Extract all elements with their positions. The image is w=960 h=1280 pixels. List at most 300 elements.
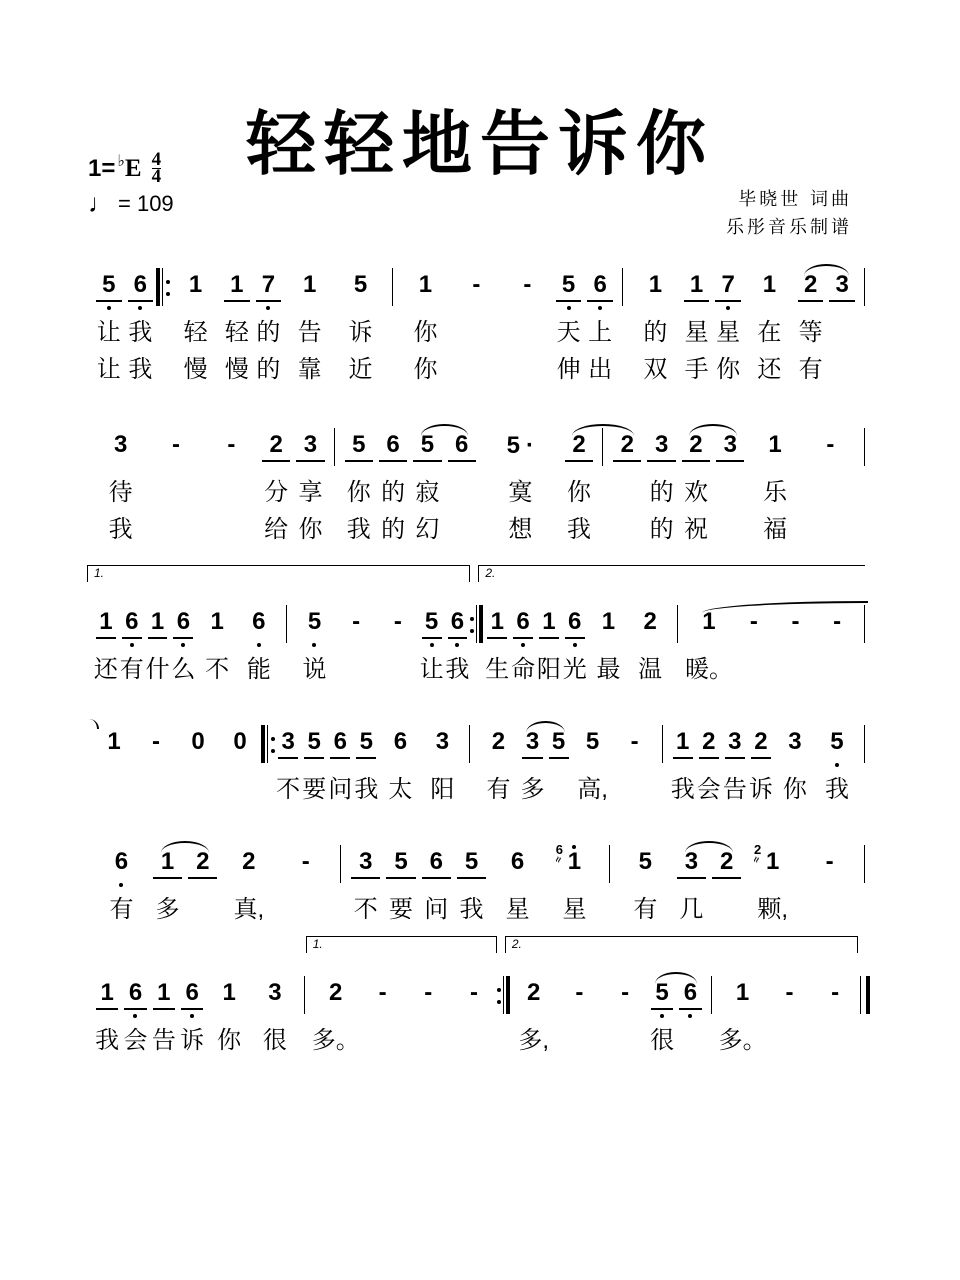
beam-line [181, 1008, 203, 1010]
low-dot-row [383, 883, 418, 891]
beam-line [256, 300, 282, 302]
note-digit: 1 [676, 728, 690, 755]
low-dot-row [445, 643, 471, 651]
low-dot-row [602, 1014, 648, 1022]
dash-symbol: - [301, 848, 310, 875]
lyric-syllable: 问 [328, 776, 353, 803]
note-top [383, 827, 418, 849]
note-top [451, 250, 502, 272]
note-digit: 5 [359, 728, 374, 755]
final-barline [858, 958, 872, 1108]
quarter-note-icon: ♩ [88, 188, 114, 218]
low-dot-row [767, 1014, 813, 1022]
note-top [510, 587, 536, 609]
note-digit-row [812, 980, 858, 1006]
lyric-syllable: 我 [459, 896, 484, 923]
note-top [536, 587, 562, 609]
underline-beam [379, 755, 421, 763]
beam-line [351, 877, 380, 879]
beam-line [448, 637, 468, 639]
beam-line [712, 877, 741, 879]
note [293, 410, 327, 560]
note-digit: 6 [455, 431, 469, 458]
note-digit-row [644, 432, 678, 458]
beam-line [677, 877, 706, 879]
low-dot-row [546, 763, 572, 771]
low-octave-dot [598, 306, 602, 310]
low-dot-row [826, 306, 858, 314]
underline-beam [145, 635, 171, 643]
underline-beam [360, 1006, 406, 1014]
low-octave-dot [138, 306, 142, 310]
note-top [617, 827, 674, 849]
note-top [150, 958, 178, 980]
low-dot-row [713, 466, 747, 474]
tempo-marking [88, 188, 174, 219]
note-digit-row [342, 432, 376, 458]
low-dot-row [170, 306, 221, 314]
low-dot-row [803, 466, 858, 474]
underline-beam [419, 635, 445, 643]
underline-beam [489, 875, 546, 883]
low-dot-row [610, 466, 644, 474]
beam-line [651, 1008, 673, 1010]
beam-line [679, 1008, 701, 1010]
lyric-syllable: 寞 [508, 479, 533, 506]
note-digit-row [327, 729, 353, 755]
dash-symbol: - [152, 728, 161, 755]
lyric-syllable: 你 [298, 516, 323, 543]
note-digit-row [419, 849, 454, 875]
duration-dash [451, 250, 502, 400]
underline-beam [816, 635, 858, 643]
note [400, 250, 451, 400]
underline-beam [185, 875, 220, 883]
underline-beam [812, 1006, 858, 1014]
note-digit: 5 [353, 271, 368, 298]
underline-beam [602, 1006, 648, 1014]
note-digit: 1 [230, 271, 244, 298]
duration-dash [801, 827, 858, 977]
lyric-syllable: 你 [346, 479, 371, 506]
underline-beam [744, 875, 801, 883]
note-digit-row [630, 272, 681, 298]
lyric-syllable: 靠 [297, 356, 322, 383]
beam-line [224, 300, 250, 302]
lyric-syllable: 的 [649, 516, 674, 543]
underline-beam [767, 1006, 813, 1014]
beam-line [330, 757, 350, 759]
note-digit: 5 [102, 271, 116, 298]
note-digit: 6 [252, 608, 266, 635]
note-digit: 2 [491, 728, 506, 755]
note-digit: 0 [233, 728, 247, 755]
low-octave-dot [181, 643, 185, 647]
note-digit: 1 [157, 979, 171, 1006]
beam-line [122, 637, 142, 639]
low-dot-row [511, 1014, 557, 1022]
lyric-syllable: 幻 [415, 516, 440, 543]
note-digit: 5 [424, 608, 439, 635]
note-digit-row [293, 432, 327, 458]
note [93, 250, 125, 400]
lyric-syllable: 你 [567, 479, 592, 506]
lyric-syllable: 我 [354, 776, 379, 803]
note [744, 250, 795, 400]
note-digit: 2 [689, 431, 703, 458]
underline-beam [93, 298, 125, 306]
low-dot-row [360, 1014, 406, 1022]
dash-symbol: - [171, 431, 180, 458]
note-digit: 3 [113, 431, 128, 458]
beam-line [715, 300, 741, 302]
lyric-syllable: 我 [824, 776, 849, 803]
underline-beam [630, 298, 681, 306]
low-octave-dot [312, 643, 316, 647]
low-dot-row [519, 763, 545, 771]
low-dot-row [614, 763, 656, 771]
note-digit: 2 [572, 431, 586, 458]
note-digit-row [477, 729, 519, 755]
underline-beam [150, 875, 185, 883]
note-digit-row [744, 842, 801, 875]
underline-beam [125, 298, 157, 306]
low-dot-row [536, 643, 562, 651]
note [206, 958, 252, 1108]
note-digit-row [275, 729, 301, 755]
low-dot-row [816, 643, 858, 651]
note-top [360, 958, 406, 980]
note-digit: 5 [830, 728, 844, 755]
underline-beam [748, 755, 774, 763]
note-digit-row [748, 729, 774, 755]
note-digit-row [451, 272, 502, 298]
barline-stroke [469, 725, 470, 763]
volta-bracket [87, 565, 470, 582]
lyric-syllable: 的 [381, 479, 406, 506]
note-top [119, 587, 145, 609]
beam-line [422, 877, 451, 879]
note-digit-row [801, 849, 858, 875]
duration-dash [803, 410, 858, 560]
beam-line [829, 300, 855, 302]
underline-beam [445, 458, 479, 466]
low-dot-row [150, 883, 185, 891]
beam-line [522, 757, 542, 759]
beam-line [262, 460, 290, 462]
lyric-syllable: 告 [151, 1027, 176, 1054]
barline-thick [261, 725, 265, 763]
lyric-syllable: 想 [508, 516, 533, 543]
note-digit-row [145, 609, 171, 635]
credit-notation: 乐彤音乐制谱 [726, 217, 852, 238]
underline-beam [451, 298, 502, 306]
note-digit: 1 [188, 271, 203, 298]
low-dot-row [221, 306, 253, 314]
underline-beam [477, 755, 519, 763]
note-digit: 5 [307, 608, 322, 635]
note-digit: 1 [99, 608, 113, 635]
lyric-syllable: 伸 [556, 356, 581, 383]
note-digit: 1 [107, 728, 121, 755]
lyric-syllable: 近 [348, 356, 373, 383]
underline-beam [377, 635, 419, 643]
note-digit-row [379, 729, 421, 755]
note-top [145, 587, 171, 609]
dash-symbol: - [378, 979, 387, 1006]
lyric-syllable: 多, [518, 1027, 550, 1054]
lyric-syllable: 诉 [180, 1027, 205, 1054]
low-dot-row [419, 643, 445, 651]
note-top [206, 958, 252, 980]
note-digit-row [312, 980, 360, 1006]
lyric-syllable: 在 [757, 319, 782, 346]
low-dot-row [400, 306, 451, 314]
underline-beam [342, 458, 376, 466]
note-digit: 2 ≈ 1 [766, 849, 779, 875]
barline [334, 827, 348, 977]
note-top [259, 410, 293, 432]
low-dot-row [293, 466, 327, 474]
underline-beam [562, 635, 588, 643]
note-digit: 3 [281, 728, 295, 755]
low-dot-row [747, 466, 802, 474]
lyric-syllable: 的 [643, 319, 668, 346]
low-dot-row [177, 763, 219, 771]
note-top [670, 707, 696, 729]
low-dot-row [722, 763, 748, 771]
lyric-syllable: 轻 [183, 319, 208, 346]
note-top [722, 707, 748, 729]
underline-beam [679, 458, 713, 466]
lyric-syllable: 乐 [763, 479, 788, 506]
note-digit-row [454, 849, 489, 875]
note-digit-row [602, 980, 648, 1006]
underline-beam [510, 635, 536, 643]
grace-note: 6 ≈ [556, 843, 563, 864]
low-dot-row [484, 643, 510, 651]
low-octave-dot [521, 643, 525, 647]
low-dot-row [629, 643, 671, 651]
note [712, 250, 744, 400]
volta-label: 1. [312, 937, 323, 951]
beam-line [613, 460, 641, 462]
underline-beam [588, 635, 630, 643]
note-digit: 5 [551, 728, 566, 755]
low-dot-row [546, 883, 603, 891]
low-dot-row [445, 466, 479, 474]
note-digit-row [335, 272, 386, 298]
note-digit-row [479, 432, 562, 458]
beam-line [96, 300, 122, 302]
note-top [312, 958, 360, 980]
lyric-syllable: 诉 [748, 776, 773, 803]
low-octave-dot [567, 306, 571, 310]
low-dot-row [670, 763, 696, 771]
lyric-syllable: 多 [520, 776, 545, 803]
barline-thick [866, 976, 870, 1014]
note-digit: 5 [464, 848, 479, 875]
note-digit-row [93, 432, 148, 458]
low-dot-row [421, 763, 463, 771]
low-dot-row [812, 1014, 858, 1022]
credit-lyrics-music: 毕晓世 词曲 [738, 189, 852, 210]
note-digit: 7 [721, 271, 735, 298]
underline-beam [801, 875, 858, 883]
low-dot-row [584, 306, 616, 314]
underline-beam [719, 1006, 767, 1014]
volta-label: 1. [94, 566, 105, 580]
note-digit: 2 [620, 431, 634, 458]
note [252, 958, 298, 1108]
note-digit-row [259, 432, 293, 458]
note-digit: 6 [429, 848, 443, 875]
underline-beam [253, 298, 285, 306]
underline-beam [744, 298, 795, 306]
repeat-dot [470, 617, 474, 621]
lyric-syllable: 告 [297, 319, 322, 346]
note-top [748, 707, 774, 729]
lyric-syllable: 真, [233, 896, 265, 923]
underline-beam [135, 755, 177, 763]
flat-symbol: ♭ [117, 152, 125, 170]
lyric-syllable: 我 [346, 516, 371, 543]
barline-stroke [864, 268, 865, 306]
underline-beam [816, 755, 858, 763]
note-top [293, 410, 327, 432]
note [221, 250, 253, 400]
note-digit-row [206, 980, 252, 1006]
underline-beam [177, 755, 219, 763]
low-dot-row [696, 763, 722, 771]
note-top [712, 250, 744, 272]
lyric-syllable: 星 [505, 896, 530, 923]
note-digit: 6 [333, 728, 347, 755]
note-top [327, 707, 353, 729]
lyric-syllable: 告 [722, 776, 747, 803]
note-top [148, 410, 203, 432]
low-dot-row [774, 763, 816, 771]
beam-line [699, 757, 719, 759]
note [681, 250, 713, 400]
note-digit: 6 [593, 271, 607, 298]
low-dot-row [630, 306, 681, 314]
beam-line [386, 877, 415, 879]
low-dot-row [744, 883, 801, 891]
repeat-dot [497, 988, 501, 992]
note-digit: 2 [719, 848, 734, 875]
underline-beam [557, 1006, 603, 1014]
note-digit: 2 [329, 979, 343, 1006]
note-top [477, 707, 519, 729]
beam-line [304, 757, 324, 759]
underline-beam [553, 298, 585, 306]
lyric-syllable: 寂 [415, 479, 440, 506]
note-digit-row [178, 980, 206, 1006]
dash-symbol: - [227, 431, 236, 458]
duration-dash [767, 958, 813, 1108]
note-top [379, 707, 421, 729]
dash-symbol: - [831, 979, 840, 1006]
underline-beam [722, 755, 748, 763]
note-digit-row [744, 272, 795, 298]
lyric-syllable: 的 [256, 356, 281, 383]
underline-beam [220, 875, 277, 883]
dash-symbol: - [424, 979, 433, 1006]
underline-beam [451, 1006, 497, 1014]
low-octave-dot [119, 883, 123, 887]
note-digit-row [400, 272, 451, 298]
barline-stroke [662, 725, 663, 763]
beam-line [153, 877, 182, 879]
note-top [681, 250, 713, 272]
low-dot-row [284, 306, 335, 314]
underline-beam [546, 875, 603, 883]
note [630, 250, 681, 400]
note-digit-row [614, 729, 656, 755]
note-digit: 1 [222, 979, 236, 1006]
note-digit-row [219, 729, 261, 755]
note-top [348, 827, 383, 849]
low-dot-row [148, 466, 203, 474]
note-digit: 5 [561, 271, 576, 298]
beam-line [128, 300, 154, 302]
underline-beam [294, 635, 336, 643]
note-digit-row [277, 849, 334, 875]
low-dot-row [376, 466, 410, 474]
note-digit-row [221, 272, 253, 298]
lyric-syllable: 会 [696, 776, 721, 803]
lyric-syllable: 高, [577, 776, 608, 803]
note-digit: 2 [242, 848, 256, 875]
underline-beam [301, 755, 327, 763]
duration-dash [557, 958, 603, 1108]
beam-line [96, 637, 116, 639]
lyric-syllable: 么 [171, 656, 196, 683]
barline-stroke [622, 268, 623, 306]
low-octave-dot [660, 1014, 664, 1018]
note-digit: 3 [728, 728, 742, 755]
note-digit: 1 [302, 271, 317, 298]
underline-beam [562, 458, 596, 466]
low-dot-row [816, 763, 858, 771]
lyric-syllable: 你 [217, 1027, 242, 1054]
underline-beam [803, 458, 858, 466]
note-digit: 2 [196, 848, 210, 875]
beam-line [413, 460, 441, 462]
underline-beam [196, 635, 238, 643]
note [479, 410, 562, 560]
note-digit: 1 [418, 271, 433, 298]
low-octave-dot [430, 643, 434, 647]
note-digit-row [121, 980, 149, 1006]
lyric-syllable: 星 [716, 319, 741, 346]
low-dot-row [712, 306, 744, 314]
note-top [253, 250, 285, 272]
note-digit: 6 [450, 608, 465, 635]
lyric-syllable: 有 [119, 656, 144, 683]
dash-symbol: - [523, 271, 532, 298]
underline-beam [511, 1006, 557, 1014]
beam-line [549, 757, 569, 759]
underline-beam [410, 458, 444, 466]
beam-line [673, 757, 693, 759]
low-dot-row [196, 643, 238, 651]
underline-beam [670, 755, 696, 763]
beam-line [457, 877, 486, 879]
note-digit: 1 [735, 979, 750, 1006]
beam-line [565, 637, 585, 639]
